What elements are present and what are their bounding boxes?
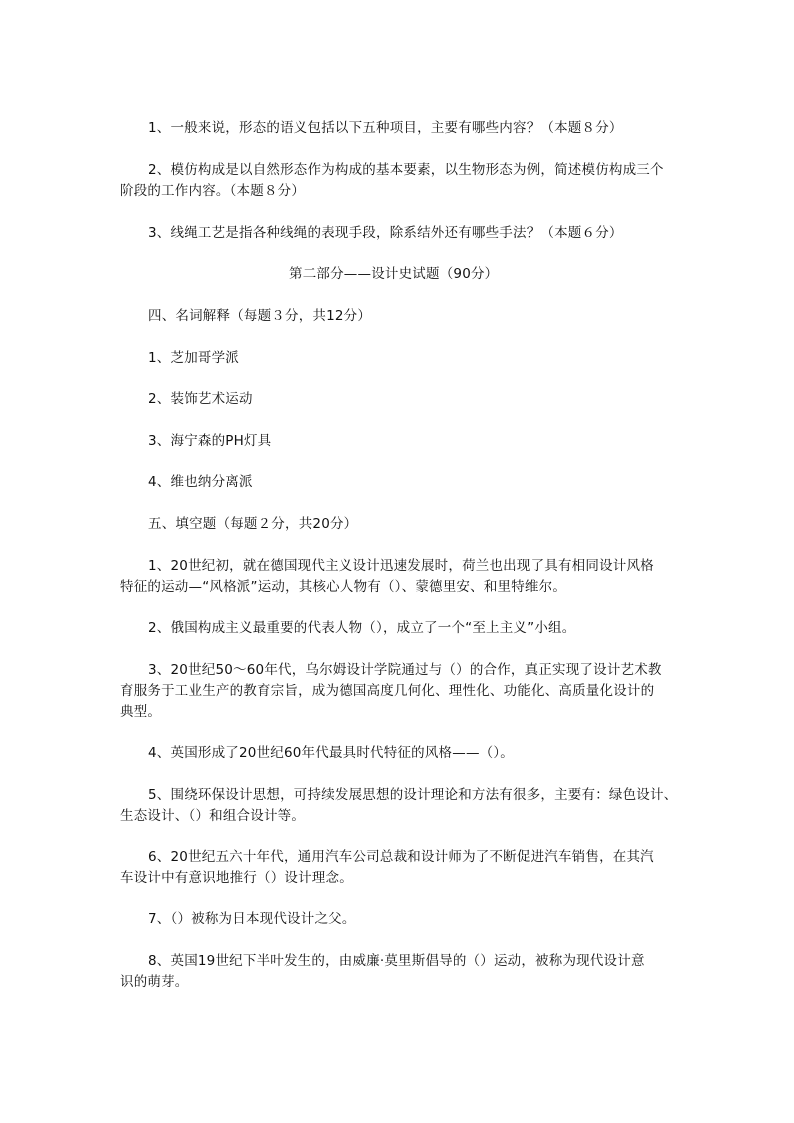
question-3-line-1: 3、线绳工艺是指各种线绳的表现手段，除系结外还有哪些手法？（本题６分） [148,225,623,241]
fill-item-6-line-2: 车设计中有意识地推行（）设计理念。 [120,870,353,886]
fill-item-5-line-2: 生态设计、（）和组合设计等。 [120,808,306,824]
fill-item-4-line-1: 4、英国形成了20世纪60年代最具时代特征的风格——（）。 [148,745,514,761]
fill-item-6-line-1: 6、20世纪五六十年代，通用汽车公司总裁和设计师为了不断促进汽车销售，在其汽 [148,849,654,865]
question-1-line-1: 1、一般来说，形态的语义包括以下五种项目，主要有哪些内容？（本题８分） [148,120,623,136]
fill-item-8-line-1: 8、英国19世纪下半叶发生的，由威廉·莫里斯倡导的（）运动，被称为现代设计意 [148,953,645,969]
question-2-line-2: 阶段的工作内容。（本题８分） [120,183,306,199]
section-5-heading: 五、填空题（每题２分，共20分） [148,516,358,532]
part-2-title: 第二部分——设计史试题（90分） [289,266,499,282]
term-item-4: 4、维也纳分离派 [148,474,253,490]
fill-item-2-line-1: 2、俄国构成主义最重要的代表人物（），成立了一个“至上主义”小组。 [148,620,576,636]
section-4-heading: 四、名词解释（每题３分，共12分） [148,308,372,324]
term-item-2: 2、装饰艺术运动 [148,391,253,407]
question-2-line-1: 2、模仿构成是以自然形态作为构成的基本要素，以生物形态为例，简述模仿构成三个 [148,162,664,178]
fill-item-1-line-2: 特征的运动—“风格派”运动，其核心人物有（）、蒙德里安、和里特维尔。 [120,579,567,595]
term-item-3: 3、海宁森的PH灯具 [148,433,272,449]
fill-item-3-line-2: 育服务于工业生产的教育宗旨，成为德国高度几何化、理性化、功能化、高质量化设计的 [120,683,655,699]
term-item-1: 1、芝加哥学派 [148,350,239,366]
fill-item-5-line-1: 5、围绕环保设计思想，可持续发展思想的设计理论和方法有很多，主要有：绿色设计、 [148,787,678,803]
fill-item-7-line-1: 7、（）被称为日本现代设计之父。 [148,911,356,927]
fill-item-3-line-1: 3、20世纪50～60年代，乌尔姆设计学院通过与（）的合作，真正实现了设计艺术教 [148,662,662,678]
fill-item-8-line-2: 识的萌芽。 [120,974,189,990]
fill-item-3-line-3: 典型。 [120,704,162,720]
fill-item-1-line-1: 1、20世纪初，就在德国现代主义设计迅速发展时，荷兰也出现了具有相同设计风格 [148,558,654,574]
